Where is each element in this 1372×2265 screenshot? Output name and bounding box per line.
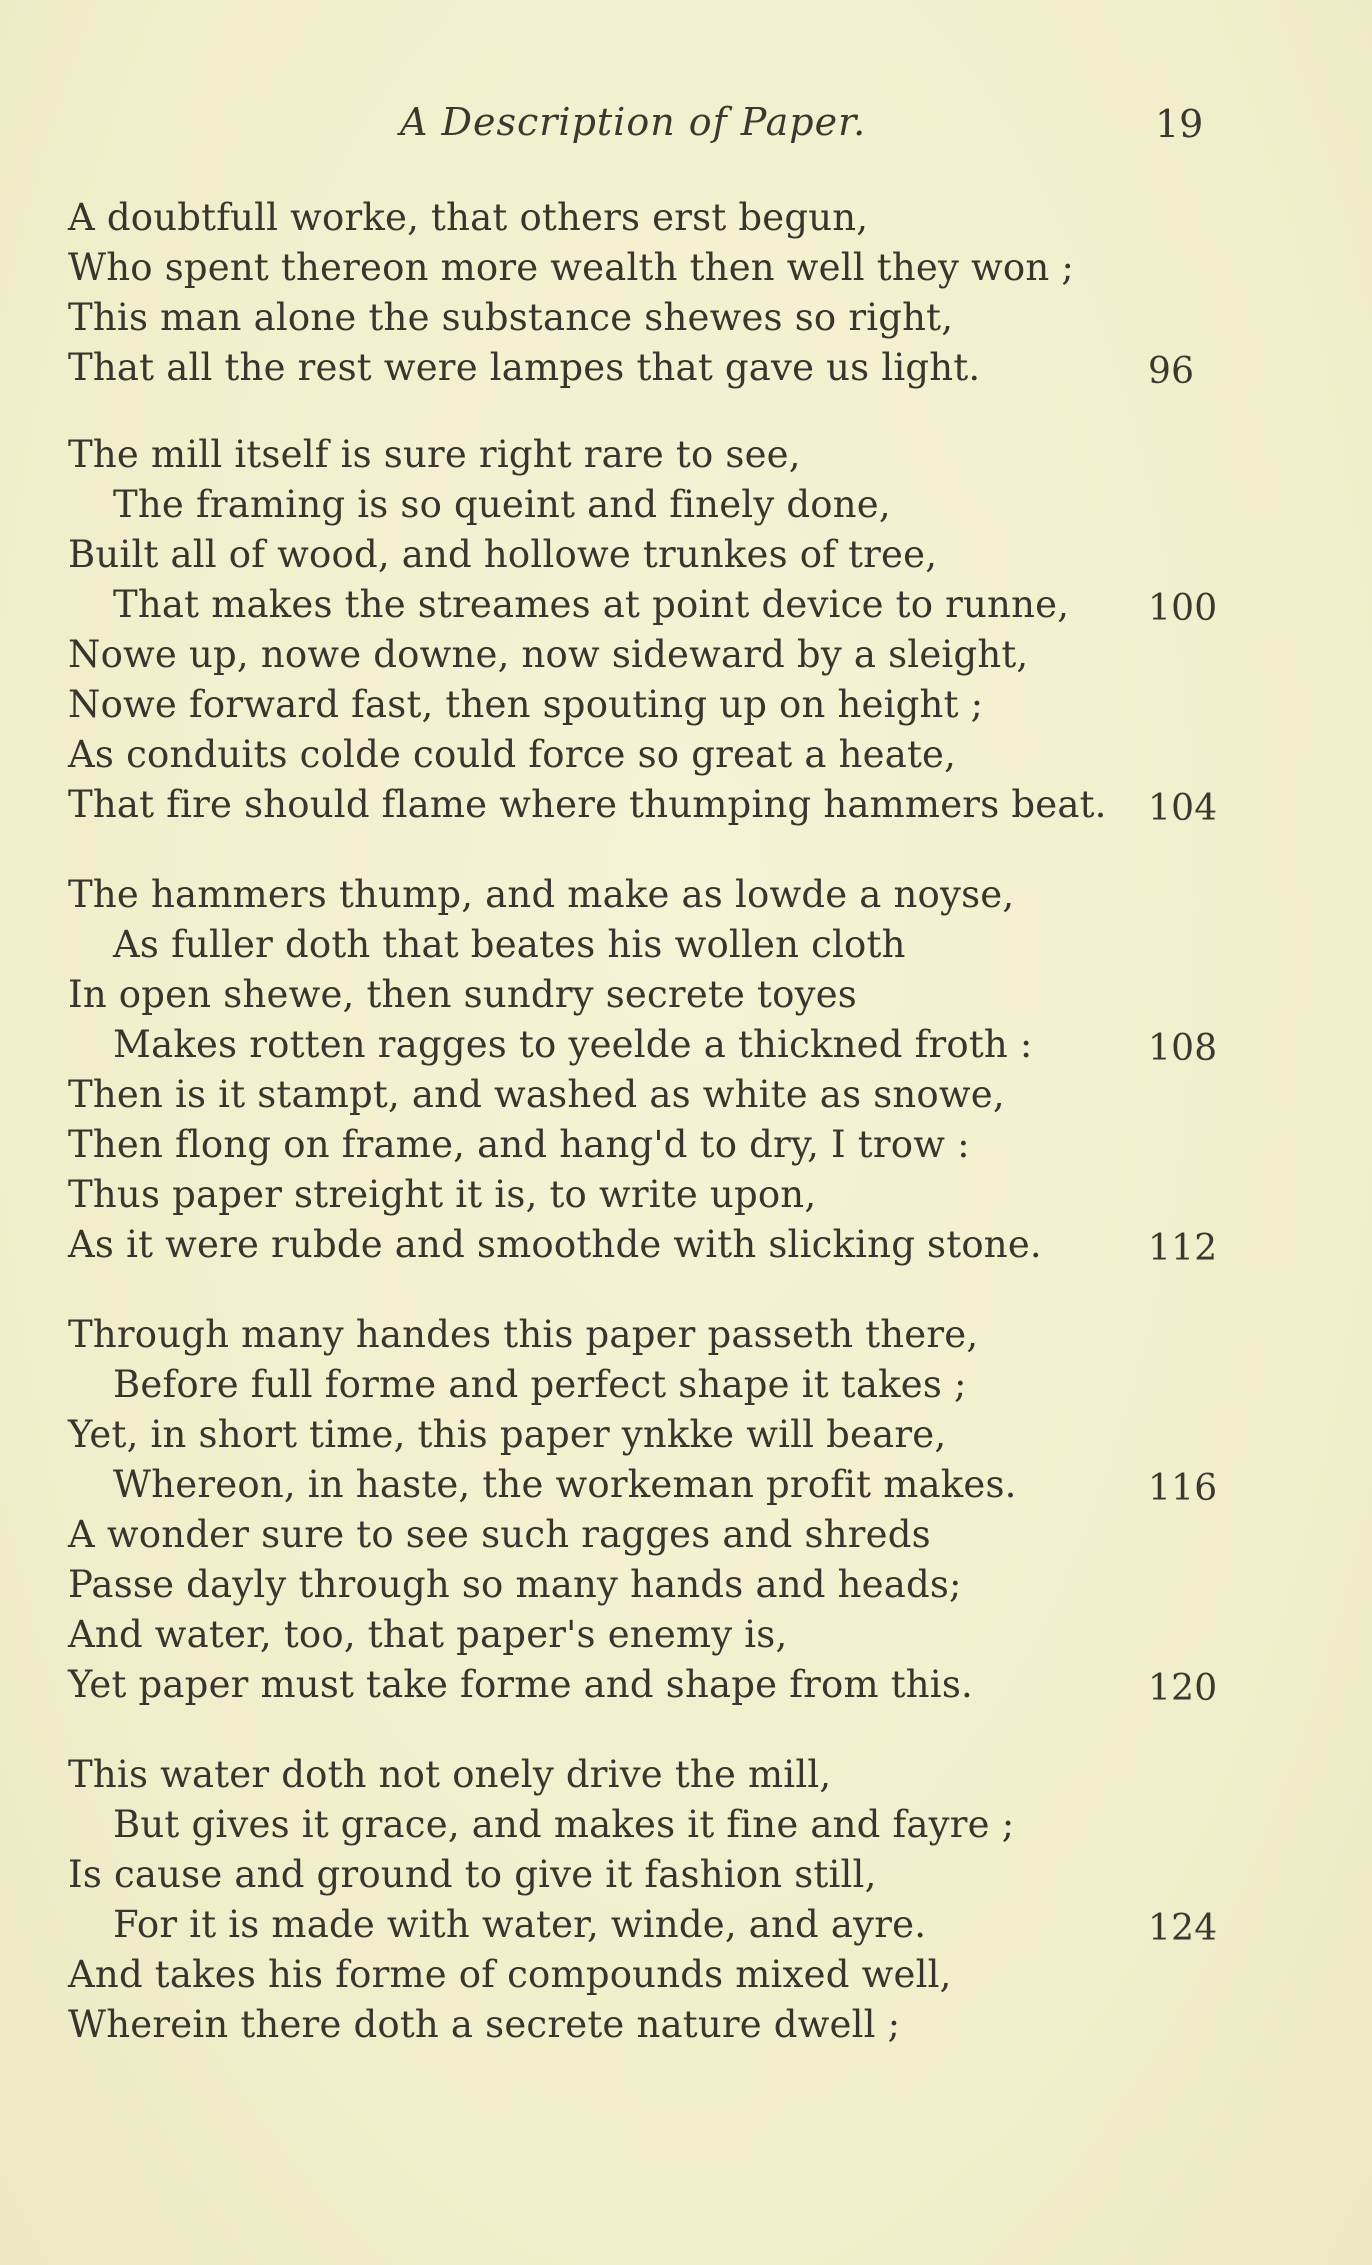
verse-text: The mill itself is sure right rare to see, xyxy=(68,433,801,476)
verse-text: Through many handes this paper passeth there, xyxy=(68,1313,979,1356)
line-number: 96 xyxy=(1148,351,1195,392)
verse-text: This man alone the substance shewes so right, xyxy=(68,296,954,339)
verse-line xyxy=(68,680,1268,730)
verse-text: This water doth not onely drive the mill, xyxy=(68,1753,832,1796)
stanza-2 xyxy=(68,430,1268,830)
verse-line xyxy=(68,1460,1268,1510)
verse-line xyxy=(68,530,1268,580)
verse-line xyxy=(68,1950,1268,2000)
verse-text: And takes his forme of compounds mixed well, xyxy=(68,1953,952,1996)
verse-text: That all the rest were lampes that gave us light. xyxy=(68,346,981,389)
verse-line xyxy=(68,630,1268,680)
stanza-4 xyxy=(68,1310,1268,1710)
line-number: 108 xyxy=(1148,1028,1218,1069)
verse-text: Then is it stampt, and washed as white as snowe, xyxy=(68,1073,1005,1116)
verse-text: Nowe up, nowe downe, now sideward by a sleight, xyxy=(68,633,1029,676)
verse-text: Yet, in short time, this paper ynkke will beare, xyxy=(68,1413,947,1456)
verse-line xyxy=(68,1560,1268,1610)
verse-text: And water, too, that paper's enemy is, xyxy=(68,1613,788,1656)
verse-text: Wherein there doth a secrete nature dwell ; xyxy=(68,2003,901,2046)
verse-text: Built all of wood, and hollowe trunkes of tree, xyxy=(68,533,938,576)
verse-text: That fire should flame where thumping hammers beat. xyxy=(68,783,1107,826)
verse-text: Before full forme and perfect shape it takes ; xyxy=(113,1363,967,1406)
verse-line xyxy=(68,1220,1268,1270)
verse-line xyxy=(68,870,1268,920)
verse-line xyxy=(68,1750,1268,1800)
verse-line xyxy=(68,1310,1268,1360)
verse-line xyxy=(68,1020,1268,1070)
verse-line xyxy=(68,970,1268,1020)
verse-text: Makes rotten ragges to yeelde a thickned froth : xyxy=(113,1023,1033,1066)
line-number: 124 xyxy=(1148,1908,1218,1949)
line-number: 120 xyxy=(1148,1668,1218,1709)
line-number: 112 xyxy=(1148,1228,1218,1269)
verse-text: Yet paper must take forme and shape from this. xyxy=(68,1663,973,1706)
verse-line xyxy=(68,1170,1268,1220)
verse-line xyxy=(68,193,1268,243)
verse-text: A wonder sure to see such ragges and shreds xyxy=(68,1513,931,1556)
running-title: A Description of Paper. xyxy=(400,100,867,144)
verse-line xyxy=(68,1610,1268,1660)
verse-text: Is cause and ground to give it fashion still, xyxy=(68,1853,877,1896)
page-header xyxy=(0,100,1372,160)
verse-text: That makes the streames at point device to runne, xyxy=(113,583,1070,626)
verse-line xyxy=(68,1660,1268,1710)
line-number: 116 xyxy=(1148,1468,1218,1509)
verse-line xyxy=(68,1510,1268,1560)
verse-line xyxy=(68,1360,1268,1410)
stanza-3 xyxy=(68,870,1268,1270)
verse-text: For it is made with water, winde, and ayre. xyxy=(113,1903,927,1946)
verse-line xyxy=(68,780,1268,830)
line-number: 100 xyxy=(1148,588,1218,629)
verse-text: But gives it grace, and makes it fine and fayre ; xyxy=(113,1803,1015,1846)
verse-line xyxy=(68,1850,1268,1900)
verse-text: Nowe forward fast, then spouting up on height ; xyxy=(68,683,984,726)
verse-text: Passe dayly through so many hands and heads; xyxy=(68,1563,962,1606)
verse-line xyxy=(68,243,1268,293)
verse-text: As fuller doth that beates his wollen cloth xyxy=(113,923,906,966)
verse-line xyxy=(68,1070,1268,1120)
verse-line xyxy=(68,430,1268,480)
verse-text: Whereon, in haste, the workeman profit makes. xyxy=(113,1463,1017,1506)
verse-text: Thus paper streight it is, to write upon, xyxy=(68,1173,817,1216)
stanza-5 xyxy=(68,1750,1268,2050)
verse-text: A doubtfull worke, that others erst begun, xyxy=(68,196,869,239)
verse-text: As it were rubde and smoothde with slicking stone. xyxy=(68,1223,1042,1266)
verse-text: As conduits colde could force so great a heate, xyxy=(68,733,957,776)
verse-line xyxy=(68,730,1268,780)
verse-line xyxy=(68,580,1268,630)
verse-line xyxy=(68,343,1268,393)
verse-line xyxy=(68,1900,1268,1950)
verse-text: Then flong on frame, and hang'd to dry, I trow : xyxy=(68,1123,970,1166)
verse-text: The hammers thump, and make as lowde a noyse, xyxy=(68,873,1015,916)
stanza-1 xyxy=(68,193,1268,393)
verse-line xyxy=(68,1410,1268,1460)
page-number: 19 xyxy=(1155,102,1204,146)
verse-line xyxy=(68,920,1268,970)
verse-line xyxy=(68,480,1268,530)
verse-text: Who spent thereon more wealth then well they won ; xyxy=(68,246,1075,289)
verse-line xyxy=(68,293,1268,343)
line-number: 104 xyxy=(1148,788,1218,829)
verse-line xyxy=(68,1800,1268,1850)
verse-text: The framing is so queint and finely done, xyxy=(113,483,891,526)
verse-text: In open shewe, then sundry secrete toyes xyxy=(68,973,857,1016)
verse-line xyxy=(68,1120,1268,1170)
verse-line xyxy=(68,2000,1268,2050)
